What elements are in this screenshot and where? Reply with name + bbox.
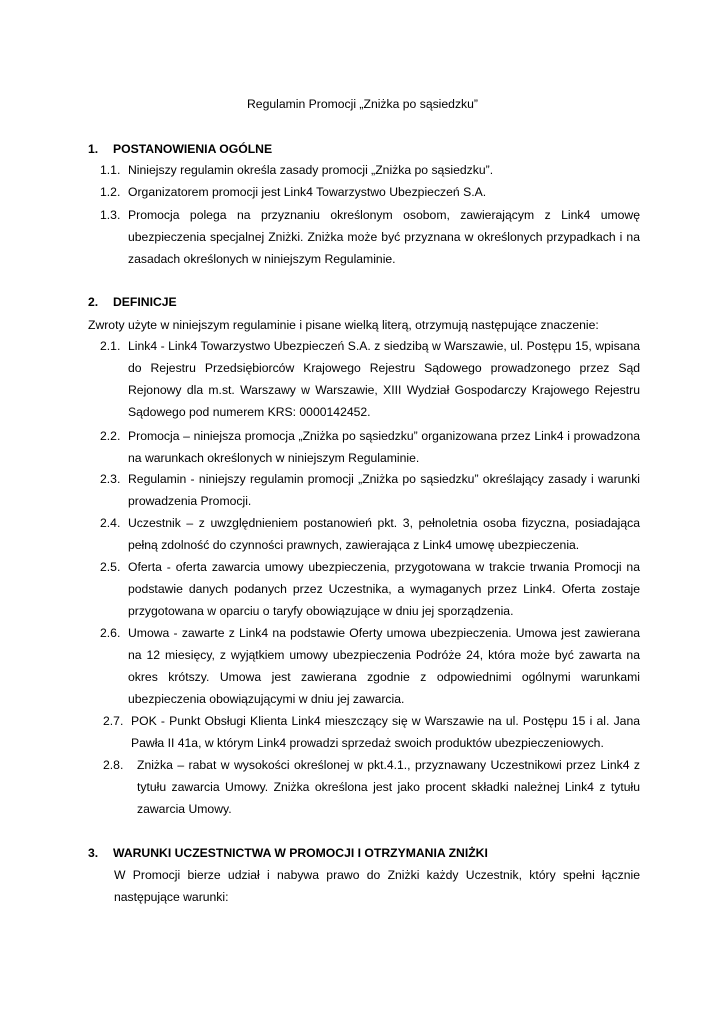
clause-text: POK - Punkt Obsługi Klienta Link4 mieszczący się w Warszawie na ul. Postępu 15 i al. Jana Pawła II 41a, w którym Link4 prowadzi sprzedaż swoich produktów ubezpieczeniowych. — [131, 714, 640, 750]
clause-number: 1.2. — [100, 185, 121, 199]
section-title: DEFINICJE — [113, 295, 177, 309]
section-number: 1. — [88, 142, 99, 156]
clause-text: Umowa - zawarte z Link4 na podstawie Oferty umowa ubezpieczenia. Umowa jest zawierana na 12 miesięcy, z wyjątkiem umowy ubezpieczenia Podróże 24, która może być zawarta na okres krótszy. Umowa jest zawierana zgodnie z odpowiednimi ogólnymi warunkami ubezpieczenia obowiązującymi w dniu jej zawarcia. — [128, 626, 640, 706]
clause-number: 2.3. — [100, 472, 121, 486]
clause-number: 2.8. — [103, 758, 124, 772]
definitions-intro: Zwroty użyte w niniejszym regulaminie i pisane wielką literą, otrzymują następujące znaczenie: — [88, 318, 599, 332]
clause-text: Promocja – niniejsza promocja „Zniżka po sąsiedzku” organizowana przez Link4 i prowadzona na warunkach określonych w niniejszym Regulaminie. — [128, 429, 640, 465]
document-title: Regulamin Promocji „Zniżka po sąsiedzku” — [247, 97, 478, 111]
clause-number: 2.7. — [103, 714, 124, 728]
section-title: WARUNKI UCZESTNICTWA W PROMOCJI I OTRZYMANIA ZNIŻKI — [113, 846, 488, 860]
clause-text: Niniejszy regulamin określa zasady promocji „Zniżka po sąsiedzku”. — [128, 163, 494, 177]
clause-number: 1.1. — [100, 163, 121, 177]
clause-number: 2.1. — [100, 339, 121, 353]
definition-2-3 — [100, 468, 640, 512]
section-number: 2. — [88, 295, 99, 309]
definition-2-7 — [103, 710, 640, 754]
clause-text: Promocja polega na przyznaniu określonym osobom, zawierającym z Link4 umowę ubezpieczenia specjalnej Zniżki. Zniżka może być przyznana w określonych przypadkach i na zasadach określonych w niniejszym Regulaminie. — [128, 208, 640, 266]
clause-number: 2.5. — [100, 560, 121, 574]
section-2-heading — [88, 294, 177, 310]
clause-text: Uczestnik – z uwzględnieniem postanowień pkt. 3, pełnoletnia osoba fizyczna, posiadająca pełną zdolność do czynności prawnych, zawierająca z Link4 umowę ubezpieczenia. — [128, 516, 640, 552]
section-3-heading — [88, 845, 488, 861]
clause-text: Oferta - oferta zawarcia umowy ubezpieczenia, przygotowana w trakcie trwania Promocji na podstawie danych podanych przez Uczestnika, a wymaganych przez Link4. Oferta zostaje przygotowana w oparciu o taryfy obowiązujące w dniu jej sporządzenia. — [128, 560, 640, 618]
section-number: 3. — [88, 846, 99, 860]
definition-2-5 — [100, 556, 640, 622]
definition-2-1 — [100, 335, 640, 423]
clause-1-3 — [100, 204, 640, 270]
definition-2-6 — [100, 622, 640, 710]
clause-1-2 — [100, 181, 640, 203]
clause-text: Regulamin - niniejszy regulamin promocji „Zniżka po sąsiedzku” określający zasady i warunki prowadzenia Promocji. — [128, 472, 640, 508]
section-title: POSTANOWIENIA OGÓLNE — [113, 142, 273, 156]
section-3-intro: W Promocji bierze udział i nabywa prawo do Zniżki każdy Uczestnik, który spełni łącznie następujące warunki: — [114, 868, 640, 904]
definition-2-8 — [103, 754, 640, 820]
clause-number: 1.3. — [100, 208, 121, 222]
clause-number: 2.4. — [100, 516, 121, 530]
definition-2-2 — [100, 425, 640, 469]
clause-number: 2.2. — [100, 429, 121, 443]
clause-text: Zniżka – rabat w wysokości określonej w pkt.4.1., przyznawany Uczestnikowi przez Link4 z tytułu zawarcia Umowy. Zniżka określona jest jako procent składki należnej Link4 z tytułu zawarcia Umowy. — [137, 758, 640, 816]
clause-number: 2.6. — [100, 626, 121, 640]
clause-1-1 — [100, 159, 640, 181]
clause-text: Link4 - Link4 Towarzystwo Ubezpieczeń S.A. z siedzibą w Warszawie, ul. Postępu 15, wpisana do Rejestru Przedsiębiorców Krajowego Rejestru Sądowego prowadzonego przez Sąd Rejonowy dla m.st. Warszawy w Warszawie, XIII Wydział Gospodarczy Krajowego Rejestru Sądowego pod numerem KRS: 0000142452. — [128, 339, 640, 419]
section-1-heading — [88, 141, 272, 157]
clause-text: Organizatorem promocji jest Link4 Towarzystwo Ubezpieczeń S.A. — [128, 185, 487, 199]
definition-2-4 — [100, 512, 640, 556]
